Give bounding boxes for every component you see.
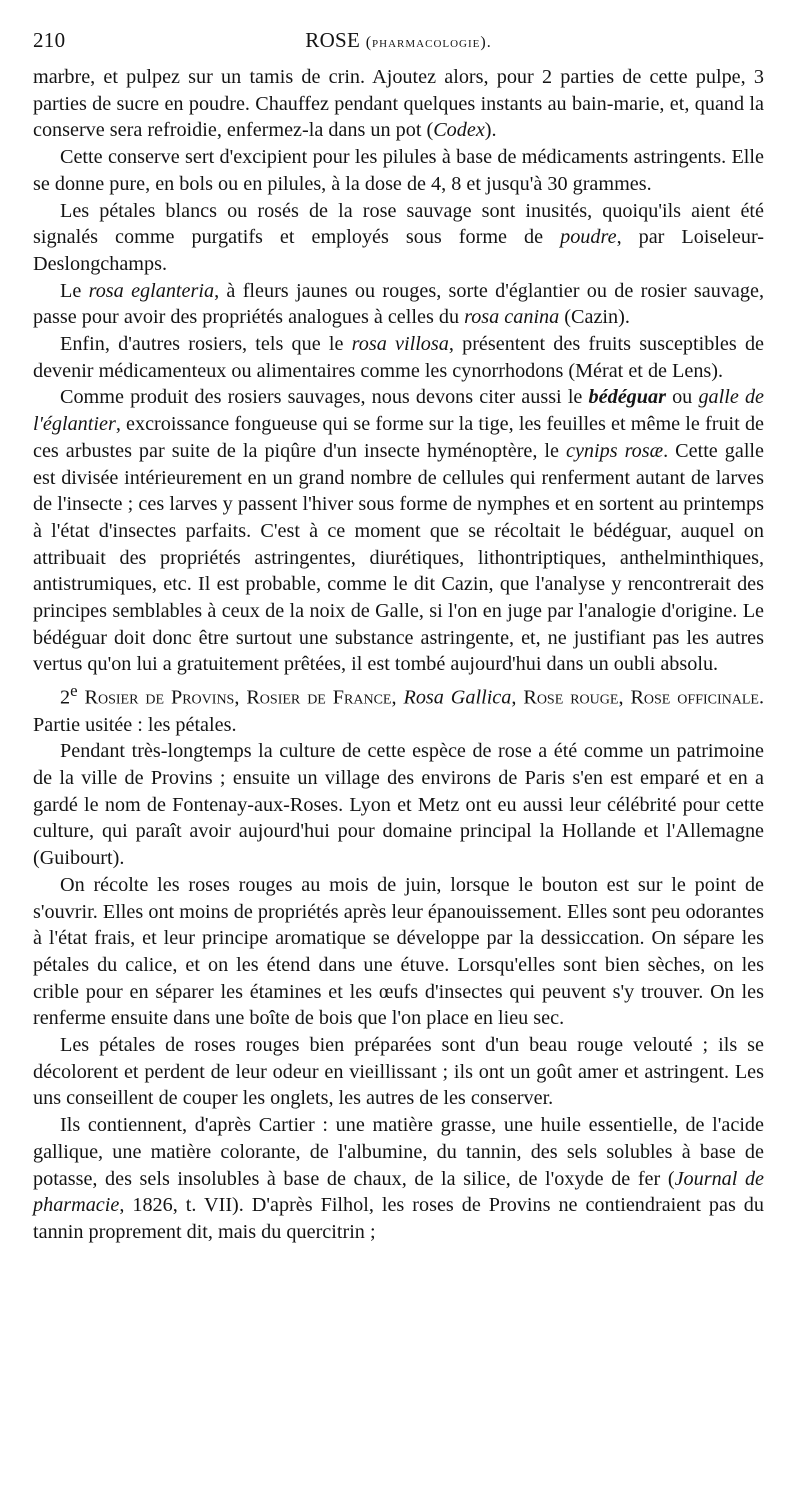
separator: , [391, 686, 404, 709]
paragraph-provins-history: Pendant très-longtemps la culture de cette espèce de rose a été comme un patrimoine de la ville de Provins ; ensuite un village des environs de Paris s'en est emparé et en a gardé le nom de Fontenay-aux-Roses. Lyon et Metz ont eu aussi leur célébrité pour cette culture, qui paraît avoir aujourd'hui pour domaine principal la Hollande et l'Allemagne (Guibourt). [33, 740, 764, 870]
italic-term-poudre: poudre [560, 226, 617, 249]
bold-term-bedeguar: bédéguar [588, 386, 666, 409]
paragraph-wild-rose-petals [33, 198, 764, 278]
heading-rosier-de-provins: Rosier de Provins [84, 686, 235, 709]
italic-term-rosa-eglanteria: rosa eglanteria [88, 279, 215, 302]
text-run: (Cazin). [559, 306, 630, 329]
paragraph-section-rosier-de-provins [33, 678, 764, 738]
separator: , [618, 686, 631, 709]
running-head [33, 28, 764, 64]
text-run: , présentent des fruits susceptibles de devenir médicamenteux ou alimentaires comme les cynorrhodons (Mérat et de Lens). [33, 333, 765, 382]
italic-term-rosa-villosa: rosa villosa [351, 333, 449, 356]
page-number: 210 [33, 28, 66, 52]
text-run: Ils contiennent, d'après Cartier : une matière grasse, une huile essentielle, de l'acide gallique, une matière colorante, de l'albumine, du tannin, des sels solubles à base de potasse, des sels insolubles à base de chaux, de la silice, de l'oxyde de fer ( [33, 1114, 764, 1190]
text-run: , 1826, t. VII). D'après Filhol, les roses de Provins ne contiendraient pas du tannin proprement dit, mais du quercitrin ; [33, 1194, 764, 1243]
text-run: marbre, et pulpez sur un tamis de crin. Ajoutez alors, pour 2 parties de cette pulpe, 3 parties de sucre en poudre. Chauffez pendant quelques instants au bain-marie, et, quand la conserve sera refroidie, enfermez-la dans un pot ( [33, 66, 764, 142]
text-run: Comme produit des rosiers sauvages, nous devons citer aussi le [60, 386, 589, 409]
text-run: Enfin, d'autres rosiers, tels que le [60, 333, 352, 356]
italic-term-codex: Codex [433, 119, 485, 142]
running-title-main: ROSE [305, 28, 361, 52]
text-run: ). [484, 119, 497, 142]
text-run: , à fleurs jaunes ou rouges, sorte d'églantier ou de rosier sauvage, passe pour avoir des propriétés analogues à celles du [33, 279, 764, 329]
paragraph-bedeguar [33, 384, 764, 678]
italic-term-galle: galle de l'églantier [33, 386, 765, 436]
paragraph-harvest: On récolte les roses rouges au mois de juin, lorsque le bouton est sur le point de s'ouvrir. Elles ont moins de propriétés après leur épanouissement. Elles sont peu odorantes à l'état frais, et leur principe aromatique se développe par la dessiccation. On sépare les pétales du calice, et on les étend dans une étuve. Lorsqu'elles sont bien sèches, on les crible pour en séparer les étamines et les œufs d'insectes qui peuvent s'y trouver. On les renferme ensuite dans une boîte de bois que l'on place en lieu sec. [33, 873, 764, 1030]
running-title [33, 28, 764, 53]
paragraph-composition [33, 1112, 764, 1246]
heading-rosier-de-france: Rosier de France [246, 686, 392, 709]
text-run: ou [665, 386, 699, 409]
text-run: Les pétales blancs ou rosés de la rose sauvage sont inusités, quoiqu'ils aient été signalés comme purgatifs et employés sous forme de [33, 199, 764, 249]
separator: , [511, 686, 524, 709]
paragraph-petal-qualities: Les pétales de roses rouges bien préparées sont d'un beau rouge velouté ; ils se décolorent et perdent de leur odeur en vieillissant ; ils ont un goût amer et astringent. Les uns conseillent de couper les onglets, les autres de les conserver. [33, 1034, 764, 1110]
paragraph-other-rosiers [33, 331, 764, 384]
italic-term-journal-de-pharmacie: Journal de pharmacie [33, 1167, 765, 1217]
paragraph-conserve-use: Cette conserve sert d'excipient pour les pilules à base de médicaments astringents. Elle se donne pure, en bols ou en pilules, à la dose de 4, 8 et jusqu'à 30 grammes. [33, 146, 764, 195]
italic-term-rosa-gallica: Rosa Gallica [403, 686, 512, 709]
text-run: . Partie usitée : les pétales. [33, 686, 765, 736]
italic-term-cynips: cynips rosæ [566, 439, 664, 462]
section-number: 2 [60, 686, 71, 709]
section-number-suffix: e [70, 681, 78, 701]
running-title-sub: (pharmacologie). [365, 34, 492, 51]
paragraph-conserve-preparation [33, 64, 764, 144]
text-run: , par Loiseleur-Deslongchamps. [33, 226, 764, 275]
text-run: , excroissance fongueuse qui se forme sur la tige, les feuilles et même le fruit de ces arbustes par suite de la piqûre d'un insecte hyménoptère, le [33, 413, 764, 462]
body-text [33, 64, 764, 1246]
heading-rose-officinale: Rose officinale [630, 686, 759, 709]
paragraph-rosa-eglanteria [33, 278, 764, 331]
text-run: Le [60, 279, 89, 302]
text-run: . Cette galle est divisée intérieurement en un grand nombre de cellules qui renferment autant de larves de l'insecte ; ces larves y passent l'hiver sous forme de nymphes et en sortent au printemps à l'état d'insectes parfaits. C'est à ce moment que se récoltait le bédéguar, auquel on attribuait des propriétés astringentes, diurétiques, lithontriptiques, anthelminthiques, antistrumiques, etc. Il est probable, comme le dit Cazin, que l'analyse y rencontrerait des principes semblables à ceux de la noix de Galle, si l'on en juge par l'analogie d'origine. Le bédéguar doit donc être surtout une substance astringente, et, ne justifiant pas les autres vertus qu'on lui a gratuitement prêtées, il est tombé aujourd'hui dans un oubli absolu. [33, 439, 764, 676]
italic-term-rosa-canina: rosa canina [464, 306, 560, 329]
heading-rose-rouge: Rose rouge [523, 686, 619, 709]
separator: , [234, 686, 247, 709]
